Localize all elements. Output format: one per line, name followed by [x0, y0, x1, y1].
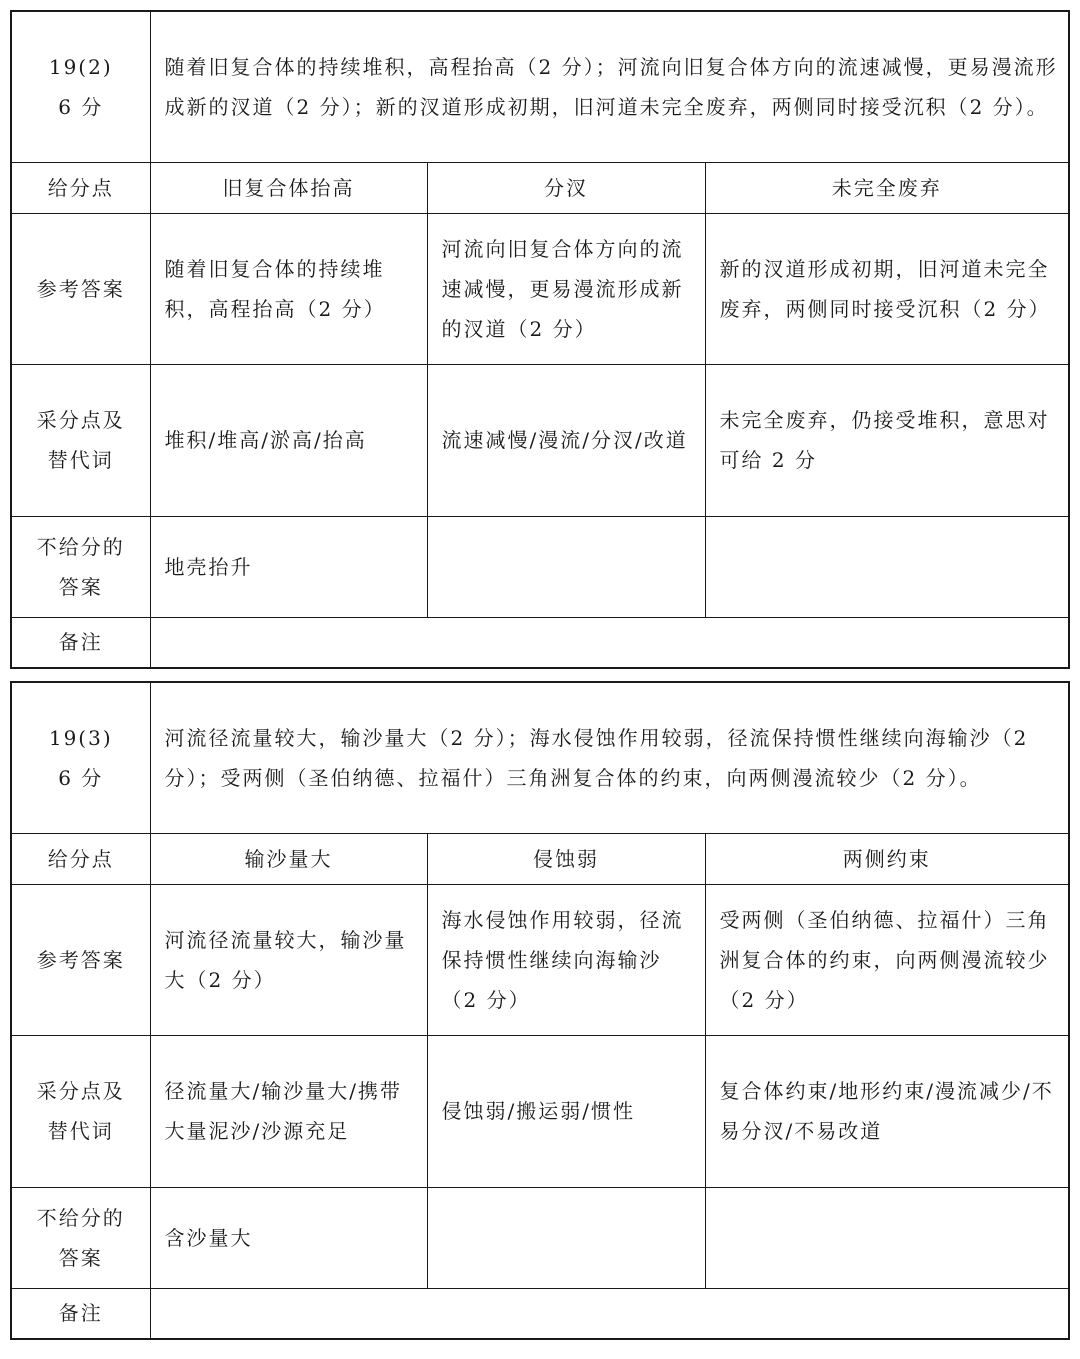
reference-answer-1: 河流径流量较大，输沙量大（2 分）	[150, 884, 427, 1035]
question-row	[11, 11, 1069, 162]
keywords-1: 径流量大/输沙量大/携带大量泥沙/沙源充足	[150, 1035, 427, 1187]
no-credit-2	[427, 1187, 705, 1288]
no-credit-3	[705, 1187, 1069, 1288]
answer-statement: 随着旧复合体的持续堆积，高程抬高（2 分）；河流向旧复合体方向的流速减慢，更易漫流形成新的汊道（2 分）；新的汊道形成初期，旧河道未完全废弃，两侧同时接受沉积（2 分）。	[150, 11, 1069, 162]
question-id: 19(2)	[48, 54, 113, 79]
question-id-cell	[11, 682, 150, 833]
question-points: 6 分	[58, 94, 104, 119]
reference-answer-1: 随着旧复合体的持续堆积，高程抬高（2 分）	[150, 213, 427, 364]
header-row	[11, 833, 1069, 884]
point-header-1: 输沙量大	[150, 833, 427, 884]
row-label-reference: 参考答案	[11, 213, 150, 364]
keywords-3: 复合体约束/地形约束/漫流减少/不易分汊/不易改道	[705, 1035, 1069, 1187]
no-credit-row	[11, 1187, 1069, 1288]
keywords-2: 侵蚀弱/搬运弱/惯性	[427, 1035, 705, 1187]
remark-cell	[150, 1288, 1069, 1339]
answer-statement: 河流径流量较大，输沙量大（2 分）；海水侵蚀作用较弱，径流保持惯性继续向海输沙（2 分）；受两侧（圣伯纳德、拉福什）三角洲复合体的约束，向两侧漫流较少（2 分）。	[150, 682, 1069, 833]
grading-table-19-2	[10, 10, 1070, 669]
grading-table-19-3	[10, 681, 1070, 1340]
reference-answer-3: 受两侧（圣伯纳德、拉福什）三角洲复合体的约束，向两侧漫流较少（2 分）	[705, 884, 1069, 1035]
no-credit-2	[427, 516, 705, 617]
keywords-row	[11, 1035, 1069, 1187]
no-credit-1: 含沙量大	[150, 1187, 427, 1288]
question-row	[11, 682, 1069, 833]
remark-row	[11, 617, 1069, 668]
no-credit-3	[705, 516, 1069, 617]
keywords-row	[11, 364, 1069, 516]
no-credit-row	[11, 516, 1069, 617]
row-label-reference: 参考答案	[11, 884, 150, 1035]
row-label-remark: 备注	[11, 617, 150, 668]
no-credit-1: 地壳抬升	[150, 516, 427, 617]
reference-answer-2: 河流向旧复合体方向的流速减慢，更易漫流形成新的汊道（2 分）	[427, 213, 705, 364]
point-header-1: 旧复合体抬高	[150, 162, 427, 213]
remark-row	[11, 1288, 1069, 1339]
row-label-no-credit: 不给分的 答案	[11, 1187, 150, 1288]
row-label-points: 给分点	[11, 833, 150, 884]
reference-row	[11, 884, 1069, 1035]
point-header-2: 侵蚀弱	[427, 833, 705, 884]
keywords-3: 未完全废弃，仍接受堆积，意思对可给 2 分	[705, 364, 1069, 516]
row-label-remark: 备注	[11, 1288, 150, 1339]
keywords-2: 流速减慢/漫流/分汊/改道	[427, 364, 705, 516]
point-header-2: 分汊	[427, 162, 705, 213]
reference-answer-3: 新的汊道形成初期，旧河道未完全废弃，两侧同时接受沉积（2 分）	[705, 213, 1069, 364]
keywords-1: 堆积/堆高/淤高/抬高	[150, 364, 427, 516]
point-header-3: 两侧约束	[705, 833, 1069, 884]
question-id-cell	[11, 11, 150, 162]
header-row	[11, 162, 1069, 213]
row-label-keywords: 采分点及 替代词	[11, 364, 150, 516]
reference-answer-2: 海水侵蚀作用较弱，径流保持惯性继续向海输沙（2 分）	[427, 884, 705, 1035]
row-label-points: 给分点	[11, 162, 150, 213]
row-label-keywords: 采分点及 替代词	[11, 1035, 150, 1187]
question-id: 19(3)	[48, 725, 113, 750]
remark-cell	[150, 617, 1069, 668]
point-header-3: 未完全废弃	[705, 162, 1069, 213]
row-label-no-credit: 不给分的 答案	[11, 516, 150, 617]
question-points: 6 分	[58, 765, 104, 790]
reference-row	[11, 213, 1069, 364]
